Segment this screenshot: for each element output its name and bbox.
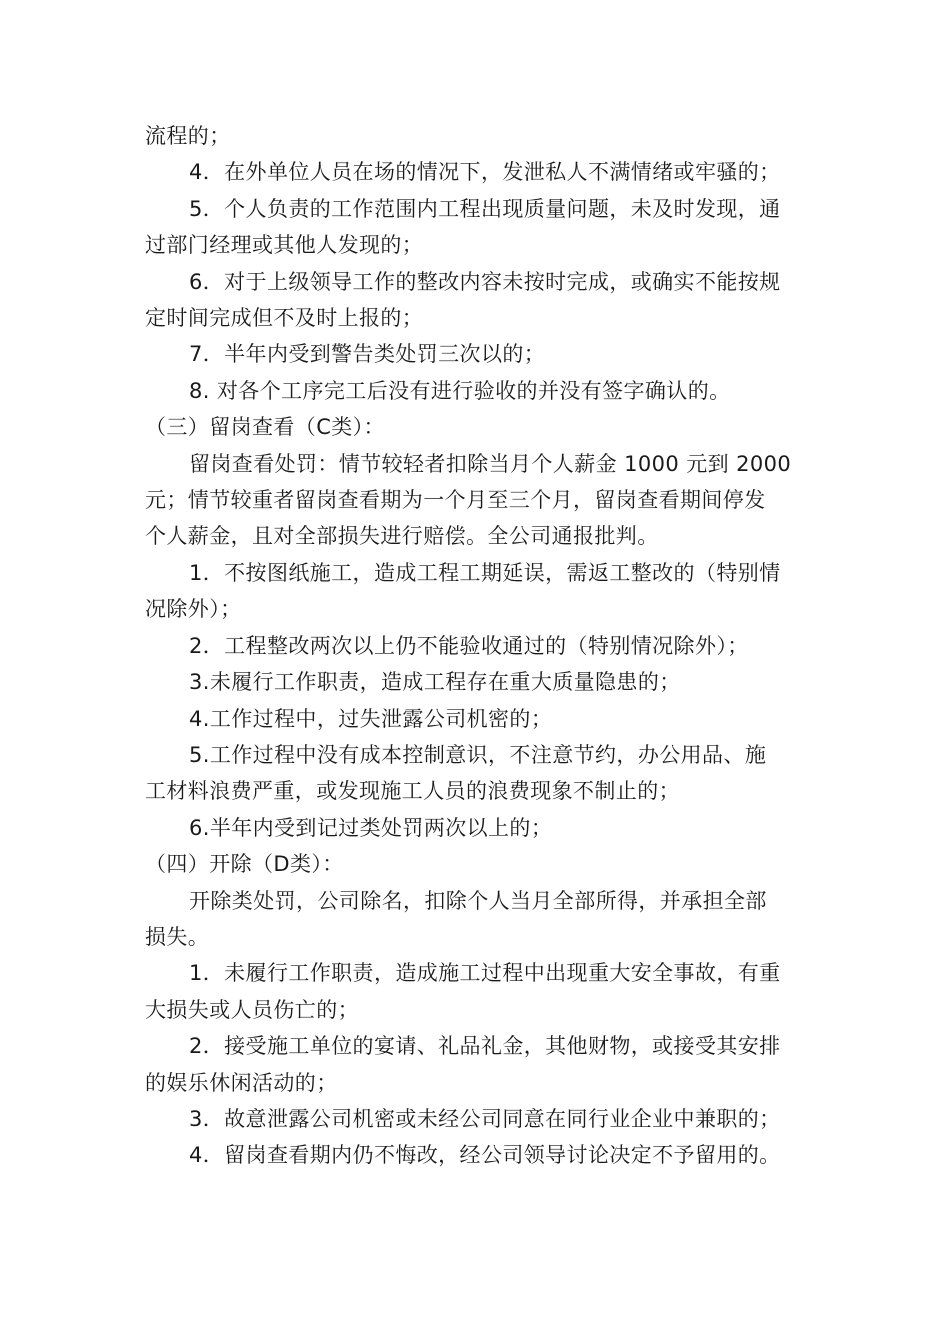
text-line: 的娱乐休闲活动的； <box>145 1070 338 1095</box>
text-line: 3.未履行工作职责，造成工程存在重大质量隐患的； <box>189 670 681 695</box>
text-line: 1．未履行工作职责，造成施工过程中出现重大安全事故，有重 <box>189 961 781 986</box>
text-line: 过部门经理或其他人发现的； <box>145 233 424 258</box>
text-line: 1．不按图纸施工，造成工程工期延误，需返工整改的（特别情 <box>189 560 781 585</box>
text-line: 大损失或人员伤亡的； <box>145 997 359 1022</box>
text-line: （三）留岗查看（C类）： <box>145 415 385 440</box>
text-line: 4．留岗查看期内仍不悔改，经公司领导讨论决定不予留用的。 <box>189 1143 781 1168</box>
text-line: 6．对于上级领导工作的整改内容未按时完成，或确实不能按规 <box>189 269 781 294</box>
text-line: 2．接受施工单位的宴请、礼品礼金，其他财物，或接受其安排 <box>189 1034 781 1059</box>
text-line: 5．个人负责的工作范围内工程出现质量问题，未及时发现，通 <box>189 196 781 221</box>
text-line: 定时间完成但不及时上报的； <box>145 306 424 331</box>
text-line: 5.工作过程中没有成本控制意识，不注意节约，办公用品、施 <box>189 742 767 767</box>
text-line: 3．故意泄露公司机密或未经公司同意在同行业企业中兼职的； <box>189 1106 781 1131</box>
text-line: 工材料浪费严重，或发现施工人员的浪费现象不制止的； <box>145 779 680 804</box>
text-line: 7．半年内受到警告类处罚三次以的； <box>189 342 546 367</box>
text-line: 留岗查看处罚：情节较轻者扣除当月个人薪金 1000 元到 2000 <box>189 451 792 476</box>
text-line: 4．在外单位人员在场的情况下，发泄私人不满情绪或牢骚的； <box>189 160 781 185</box>
text-line: 元；情节较重者留岗查看期为一个月至三个月，留岗查看期间停发 <box>145 488 766 513</box>
document-body <box>145 118 810 1174</box>
text-line: 8. 对各个工序完工后没有进行验收的并没有签字确认的。 <box>189 378 731 403</box>
text-line: （四）开除（D类）： <box>145 852 344 877</box>
text-line: 损失。 <box>145 924 210 949</box>
text-line: 个人薪金，且对全部损失进行赔偿。全公司通报批判。 <box>145 524 659 549</box>
text-line: 流程的； <box>145 124 231 148</box>
text-line: 况除外）； <box>145 597 242 622</box>
text-line: 6.半年内受到记过类处罚两次以上的； <box>189 815 553 840</box>
text-line: 4.工作过程中，过失泄露公司机密的； <box>189 706 553 731</box>
text-line: 2．工程整改两次以上仍不能验收通过的（特别情况除外）； <box>189 633 749 658</box>
text-line: 开除类处罚，公司除名，扣除个人当月全部所得，并承担全部 <box>189 888 767 913</box>
